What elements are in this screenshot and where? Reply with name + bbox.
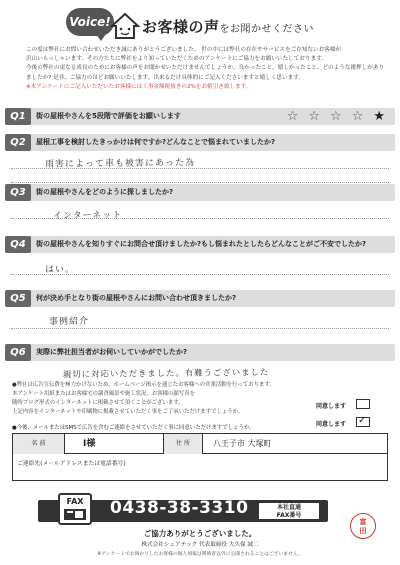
intro-line: 今後の弊社の更なる成長のためにお客様の声をお聞かせいただけませんでしょうか。良かったこと、嬉しかったこと、どのような後押しがあり — [26, 65, 385, 72]
name-value[interactable]: I様 — [83, 439, 96, 449]
note-line: 随時ブログ形式のインターネットに掲載させて頂くことがございます。 — [12, 400, 184, 406]
name-label: 名 前 — [13, 434, 65, 454]
question-text: 街の屋根やさんを知りすぐにお問合せ頂けましたか?もし悩まれたとしたらどんなことがご不安でしたか? — [36, 240, 367, 248]
question-text: 何が決め手となり街の屋根やさんにお問い合わせ頂きましたか? — [36, 294, 237, 302]
voice-bubble: Voice! — [66, 8, 114, 36]
intro-line: 沢山いらっしゃいます。その方たちに弊社をより知っていただくためのアンケートにご協力をお願いいたしております。 — [26, 56, 327, 63]
question-number: Q1 — [5, 108, 31, 125]
page-title: お客様の声をお聞かせください — [142, 18, 315, 36]
question-text: 街の屋根やさんをどのように探しましたか? — [36, 188, 174, 196]
question-6 — [5, 344, 395, 380]
privacy-note: ※アンケートでお預かりしたお客様の個人情報は関係者以外に公開されることはございません。 — [97, 552, 303, 557]
fax-direct-label: 本社直通 FAX番号 — [258, 502, 320, 520]
thanks-text: ご協力ありがとうございました。 — [143, 529, 257, 538]
question-number: Q6 — [5, 344, 31, 361]
star-icon[interactable]: ☆ — [308, 109, 321, 124]
rating-stars[interactable] — [287, 110, 385, 123]
answer-line — [11, 182, 389, 183]
answer-line — [11, 218, 389, 219]
agree-checkbox[interactable] — [356, 399, 370, 409]
answer-text: インターネット — [52, 210, 123, 222]
star-icon[interactable]: ☆ — [286, 109, 299, 124]
answer-text: 事例紹介 — [48, 316, 90, 328]
question-1 — [5, 108, 395, 128]
note-line: 本アンケート用紙またはお客様宅の調査風景や施工状況、お客様の顔写真を — [12, 391, 195, 397]
answer-text: 雨害によって車も被害にあった為 — [44, 158, 195, 170]
answer-line — [11, 328, 389, 329]
contact-form — [12, 433, 388, 481]
company-text: 株式会社シェアテック 代表取締役 大久保 誠二 — [141, 542, 259, 548]
agree-checkbox[interactable]: ✓ — [356, 417, 370, 427]
question-text: 街の屋根やさんを5段階で評価をお願いします — [36, 112, 181, 120]
star-icon[interactable]: ★ — [373, 109, 385, 124]
star-icon[interactable]: ☆ — [330, 109, 342, 124]
intro-line: この度は弊社にお問い合わせいただき誠にありがとうございました。 世の中には弊社の存在やサービスをご存知ないお客様が — [26, 47, 342, 53]
question-number: Q5 — [5, 290, 31, 307]
house-icon — [110, 12, 140, 40]
name-row — [13, 434, 387, 454]
fax-number[interactable]: 0438-38-3310 — [110, 498, 249, 518]
contact-label: ご連絡先(メールアドレスまたは電話番号) — [17, 461, 126, 467]
question-text: 実際に弊社担当者がお伺いしていかがでしたか? — [36, 348, 188, 356]
fax-machine-icon — [63, 507, 87, 521]
question-number: Q4 — [5, 236, 31, 253]
header — [0, 0, 400, 44]
bottom-notes — [12, 381, 302, 417]
question-number: Q3 — [5, 184, 31, 201]
note-line: ●弊社は広告宣伝費を極力かけないため、ホームページ掲示を通じたお客様への営業活動を行っております。 — [12, 382, 275, 388]
answer-line — [11, 274, 389, 275]
intro-line: ましたか? 是非、ご協力のほどお願いいたします。出来るだけ具体的にご記入くださいますと嬉しく思います。 — [26, 74, 304, 81]
agree-label: 同意します — [316, 403, 347, 410]
discount-note: ※本アンケートにご記入いただいたお客様には工事金額税抜きの2%をお値引き致します。 — [26, 83, 252, 90]
answer-text: 親切に対応いただきました。有難うございました — [62, 366, 270, 380]
sms-consent-text: ●今後、メールまたはSMSで広告を含むご連絡をさせていただく事に同意いただけますでしょうか。 — [12, 425, 255, 431]
question-4 — [5, 236, 395, 288]
address-label: 住 所 — [163, 434, 203, 454]
star-icon[interactable]: ☆ — [351, 109, 364, 124]
agree-label: 同意します — [316, 421, 347, 428]
question-3 — [5, 184, 395, 234]
note-line: 上記内容をインターネットや印刷物に掲載させていただく事をご了承いただけますでしょうか。 — [12, 409, 244, 415]
question-number: Q2 — [5, 134, 31, 151]
answer-text: はい。 — [44, 264, 76, 276]
question-text: 屋根工事を検討したきっかけは何ですか?どんなことで悩まれていましたか? — [36, 138, 276, 146]
answer-line — [11, 168, 389, 169]
fax-machine-icon: FAX — [58, 493, 92, 525]
intro-text — [26, 46, 386, 92]
name-stamp: 富 田 — [350, 513, 376, 539]
question-5 — [5, 290, 395, 340]
address-value[interactable]: 八王子市 大塚町 — [213, 439, 272, 448]
